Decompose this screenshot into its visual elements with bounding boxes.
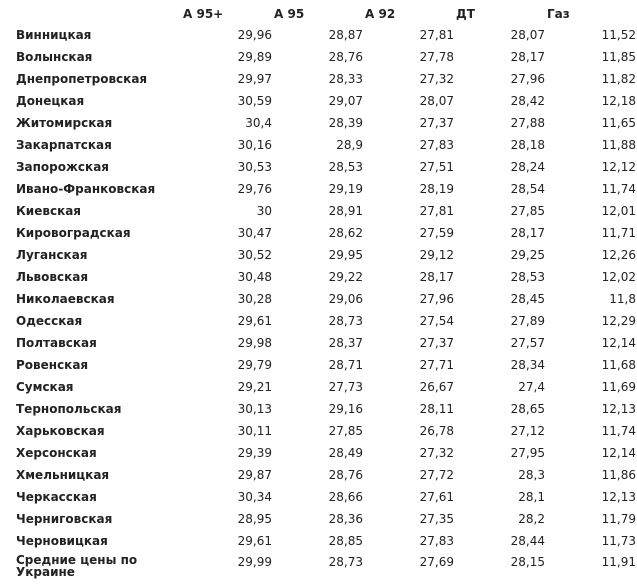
region-name: Ровенская xyxy=(16,358,89,372)
price-a95plus: 30,48 xyxy=(237,270,272,284)
price-dt: 28,24 xyxy=(510,160,545,174)
price-a92: 27,83 xyxy=(419,534,454,548)
price-dt: 28,53 xyxy=(510,270,545,284)
price-a95: 29,22 xyxy=(328,270,363,284)
price-gas: 12,26 xyxy=(601,248,636,262)
header-a95: А 95 xyxy=(274,7,305,21)
price-dt: 28,45 xyxy=(510,292,545,306)
price-dt: 28,15 xyxy=(510,555,545,569)
price-a95: 29,06 xyxy=(328,292,363,306)
price-gas: 12,13 xyxy=(601,402,636,416)
region-name: Николаевская xyxy=(16,292,115,306)
price-gas: 11,73 xyxy=(601,534,636,548)
table-row xyxy=(16,244,636,266)
price-dt: 27,57 xyxy=(510,336,545,350)
price-a95: 28,73 xyxy=(328,555,363,569)
region-name: Винницкая xyxy=(16,28,92,42)
price-dt: 27,12 xyxy=(510,424,545,438)
price-a92: 28,19 xyxy=(419,182,454,196)
price-gas: 12,14 xyxy=(601,336,636,350)
price-a95plus: 30,34 xyxy=(237,490,272,504)
price-a92: 27,78 xyxy=(419,50,454,64)
price-dt: 28,18 xyxy=(510,138,545,152)
price-dt: 28,42 xyxy=(510,94,545,108)
price-a95plus: 29,99 xyxy=(237,555,272,569)
region-name: Луганская xyxy=(16,248,88,262)
price-gas: 11,52 xyxy=(601,28,636,42)
price-gas: 11,74 xyxy=(601,182,636,196)
price-a92: 27,35 xyxy=(419,512,454,526)
price-a95: 29,19 xyxy=(328,182,363,196)
price-a92: 27,59 xyxy=(419,226,454,240)
region-name: Харьковская xyxy=(16,424,105,438)
price-dt: 27,95 xyxy=(510,446,545,460)
price-a92: 27,72 xyxy=(419,468,454,482)
table-row xyxy=(16,464,636,486)
table-row xyxy=(16,442,636,464)
price-a95: 28,33 xyxy=(328,72,363,86)
price-dt: 28,65 xyxy=(510,402,545,416)
header-row xyxy=(16,4,636,24)
price-a92: 27,51 xyxy=(419,160,454,174)
price-a95plus: 30,11 xyxy=(237,424,272,438)
table-body xyxy=(16,24,636,583)
price-a92: 28,07 xyxy=(419,94,454,108)
price-dt: 28,34 xyxy=(510,358,545,372)
price-a92: 27,96 xyxy=(419,292,454,306)
region-name: Волынская xyxy=(16,50,93,64)
price-a92: 29,12 xyxy=(419,248,454,262)
price-dt: 27,4 xyxy=(518,380,545,394)
price-gas: 11,74 xyxy=(601,424,636,438)
price-a95: 28,9 xyxy=(336,138,363,152)
price-gas: 12,12 xyxy=(601,160,636,174)
price-a95plus: 30,28 xyxy=(237,292,272,306)
region-name: Черниговская xyxy=(16,512,113,526)
price-dt: 28,54 xyxy=(510,182,545,196)
price-a95plus: 30,13 xyxy=(237,402,272,416)
table-row xyxy=(16,332,636,354)
table-row xyxy=(16,288,636,310)
table-row xyxy=(16,134,636,156)
price-a95: 28,49 xyxy=(328,446,363,460)
price-dt: 27,96 xyxy=(510,72,545,86)
price-a92: 27,32 xyxy=(419,446,454,460)
price-a95: 28,73 xyxy=(328,314,363,328)
price-gas: 12,01 xyxy=(601,204,636,218)
region-name: Одесская xyxy=(16,314,83,328)
price-a92: 27,37 xyxy=(419,336,454,350)
table-row xyxy=(16,266,636,288)
region-name: Хмельницкая xyxy=(16,468,110,482)
price-dt: 28,2 xyxy=(518,512,545,526)
region-name: Черновицкая xyxy=(16,534,108,548)
price-gas: 11,8 xyxy=(609,292,636,306)
price-a95: 28,85 xyxy=(328,534,363,548)
table-row xyxy=(16,24,636,46)
region-name: Киевская xyxy=(16,204,82,218)
price-a95: 27,85 xyxy=(328,424,363,438)
price-a92: 27,83 xyxy=(419,138,454,152)
price-a95: 28,36 xyxy=(328,512,363,526)
price-a95plus: 29,87 xyxy=(237,468,272,482)
price-gas: 12,13 xyxy=(601,490,636,504)
price-gas: 11,91 xyxy=(601,555,636,569)
price-a95plus: 29,98 xyxy=(237,336,272,350)
region-name: Кировоградская xyxy=(16,226,131,240)
price-gas: 11,86 xyxy=(601,468,636,482)
price-gas: 11,69 xyxy=(601,380,636,394)
fuel-price-table xyxy=(16,4,636,583)
price-a95plus: 30,52 xyxy=(237,248,272,262)
price-a95plus: 30 xyxy=(256,204,272,218)
table-row xyxy=(16,112,636,134)
region-name: Днепропетровская xyxy=(16,72,148,86)
price-a95plus: 29,89 xyxy=(237,50,272,64)
region-name: Ивано-Франковская xyxy=(16,182,156,196)
price-dt: 29,25 xyxy=(510,248,545,262)
price-gas: 12,14 xyxy=(601,446,636,460)
price-gas: 11,85 xyxy=(601,50,636,64)
price-dt: 28,07 xyxy=(510,28,545,42)
price-a95plus: 29,61 xyxy=(237,314,272,328)
price-a95: 29,16 xyxy=(328,402,363,416)
header-a92: А 92 xyxy=(365,7,396,21)
table-row xyxy=(16,90,636,112)
price-dt: 28,17 xyxy=(510,226,545,240)
price-a95plus: 30,53 xyxy=(237,160,272,174)
region-name: Тернопольская xyxy=(16,402,122,416)
price-gas: 12,18 xyxy=(601,94,636,108)
table-row xyxy=(16,530,636,552)
price-gas: 11,88 xyxy=(601,138,636,152)
header-dt: ДТ xyxy=(456,7,475,21)
table-row xyxy=(16,354,636,376)
table-row xyxy=(16,68,636,90)
price-a95: 29,95 xyxy=(328,248,363,262)
table-row xyxy=(16,310,636,332)
price-a92: 27,32 xyxy=(419,72,454,86)
region-name: Житомирская xyxy=(16,116,113,130)
table-row xyxy=(16,178,636,200)
price-dt: 27,89 xyxy=(510,314,545,328)
price-a95plus: 29,97 xyxy=(237,72,272,86)
price-a92: 28,17 xyxy=(419,270,454,284)
price-a95: 28,76 xyxy=(328,468,363,482)
price-a95plus: 30,4 xyxy=(245,116,272,130)
price-a95plus: 29,61 xyxy=(237,534,272,548)
table-row xyxy=(16,222,636,244)
table-row xyxy=(16,398,636,420)
price-a92: 26,67 xyxy=(419,380,454,394)
price-a95: 28,37 xyxy=(328,336,363,350)
region-name: Закарпатская xyxy=(16,138,112,152)
price-a95plus: 29,79 xyxy=(237,358,272,372)
price-gas: 11,65 xyxy=(601,116,636,130)
price-dt: 28,3 xyxy=(518,468,545,482)
region-name: Средние цены по Украине xyxy=(16,553,138,579)
region-name: Львовская xyxy=(16,270,89,284)
price-a95: 28,53 xyxy=(328,160,363,174)
price-a95: 28,91 xyxy=(328,204,363,218)
price-a95plus: 30,16 xyxy=(237,138,272,152)
price-a95plus: 28,95 xyxy=(237,512,272,526)
table-row xyxy=(16,376,636,398)
table-row xyxy=(16,156,636,178)
price-a95plus: 30,59 xyxy=(237,94,272,108)
price-gas: 12,02 xyxy=(601,270,636,284)
price-a92: 27,69 xyxy=(419,555,454,569)
price-a95: 28,62 xyxy=(328,226,363,240)
price-gas: 11,82 xyxy=(601,72,636,86)
price-a95plus: 29,96 xyxy=(237,28,272,42)
price-a95plus: 30,47 xyxy=(237,226,272,240)
price-a92: 26,78 xyxy=(419,424,454,438)
price-dt: 28,44 xyxy=(510,534,545,548)
price-gas: 12,29 xyxy=(601,314,636,328)
region-name: Донецкая xyxy=(16,94,85,108)
price-gas: 11,71 xyxy=(601,226,636,240)
price-a92: 27,81 xyxy=(419,28,454,42)
price-dt: 28,1 xyxy=(518,490,545,504)
region-name: Сумская xyxy=(16,380,74,394)
price-a95: 28,71 xyxy=(328,358,363,372)
header-region xyxy=(16,4,181,24)
price-a95plus: 29,76 xyxy=(237,182,272,196)
price-dt: 27,85 xyxy=(510,204,545,218)
table-row xyxy=(16,200,636,222)
region-name: Черкасская xyxy=(16,490,97,504)
average-row xyxy=(16,552,636,583)
table-row xyxy=(16,420,636,442)
price-a95: 27,73 xyxy=(328,380,363,394)
table-row xyxy=(16,46,636,68)
price-gas: 11,68 xyxy=(601,358,636,372)
region-name: Запорожская xyxy=(16,160,109,174)
header-a95plus: А 95+ xyxy=(183,7,224,21)
price-a95plus: 29,39 xyxy=(237,446,272,460)
table-row xyxy=(16,508,636,530)
table-row xyxy=(16,486,636,508)
price-dt: 27,88 xyxy=(510,116,545,130)
header-gas: Газ xyxy=(547,7,570,21)
price-a92: 27,54 xyxy=(419,314,454,328)
price-a92: 27,71 xyxy=(419,358,454,372)
price-a92: 27,81 xyxy=(419,204,454,218)
price-a95: 28,39 xyxy=(328,116,363,130)
price-a92: 28,11 xyxy=(419,402,454,416)
price-a95: 28,76 xyxy=(328,50,363,64)
price-dt: 28,17 xyxy=(510,50,545,64)
region-name: Херсонская xyxy=(16,446,97,460)
price-a92: 27,61 xyxy=(419,490,454,504)
price-gas: 11,79 xyxy=(601,512,636,526)
price-a92: 27,37 xyxy=(419,116,454,130)
price-a95: 28,66 xyxy=(328,490,363,504)
price-a95: 29,07 xyxy=(328,94,363,108)
price-a95plus: 29,21 xyxy=(237,380,272,394)
region-name: Полтавская xyxy=(16,336,97,350)
price-a95: 28,87 xyxy=(328,28,363,42)
